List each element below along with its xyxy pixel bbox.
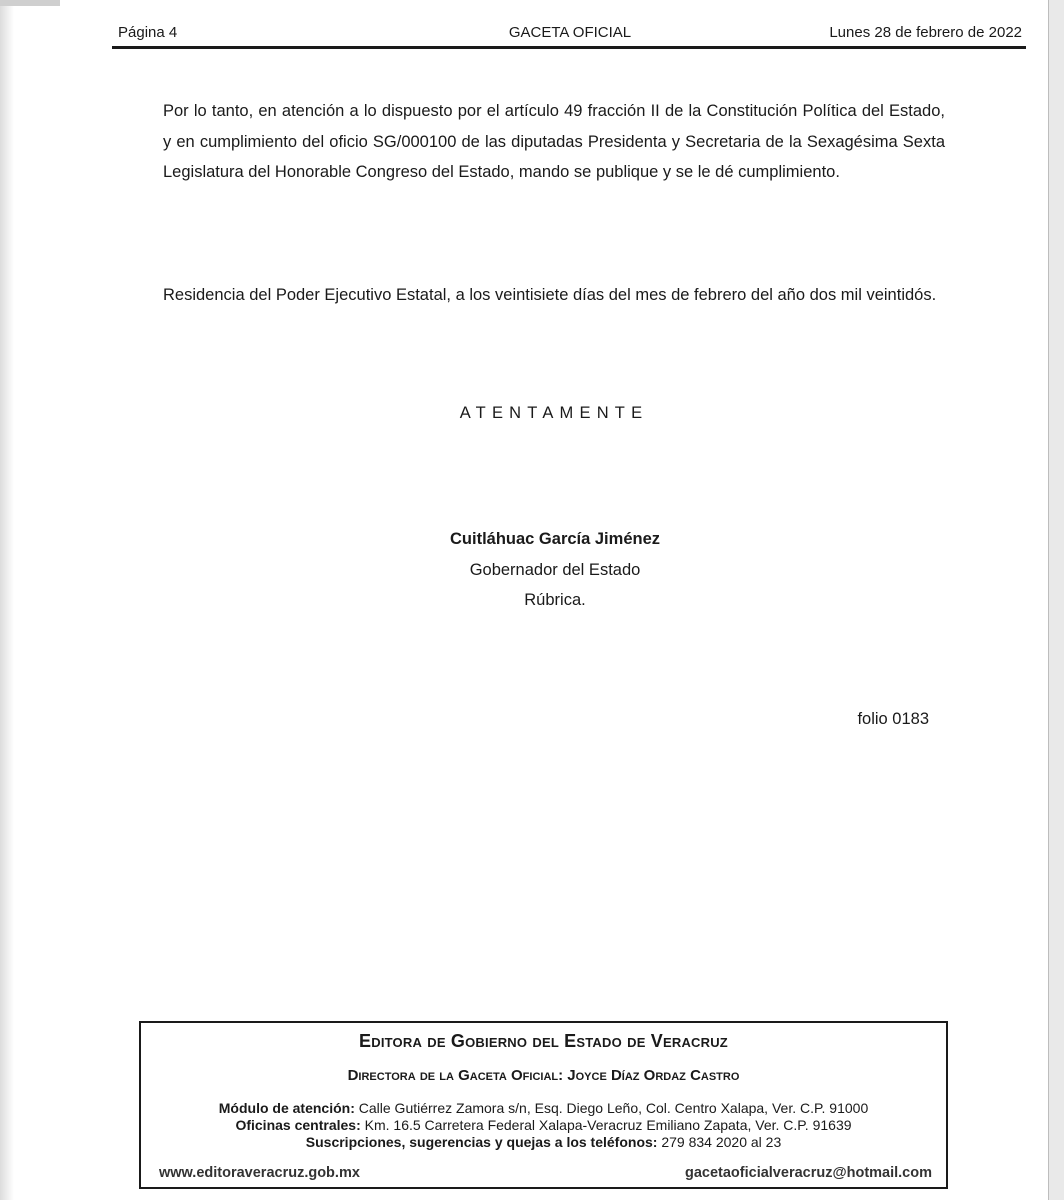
- closing-salutation: ATENTAMENTE: [459, 404, 649, 422]
- signatory-name: Cuitláhuac García Jiménez: [450, 530, 660, 548]
- header-divider: [112, 46, 1026, 49]
- oficinas-label: Oficinas centrales:: [235, 1117, 361, 1133]
- signature-block: [340, 524, 770, 616]
- oficinas-address: Km. 16.5 Carretera Federal Xalapa-Veracruz Emiliano Zapata, Ver. C.P. 91639: [364, 1117, 852, 1133]
- footer-director: Directora de la Gaceta Oficial: Joyce Díaz Ordaz Castro: [347, 1067, 740, 1084]
- publication-date: Lunes 28 de febrero de 2022: [829, 24, 1022, 41]
- footer-website-link[interactable]: www.editoraveracruz.gob.mx: [159, 1165, 360, 1181]
- suscripciones-label: Suscripciones, sugerencias y quejas a los teléfonos:: [305, 1134, 658, 1150]
- footer-oficinas: [141, 1117, 946, 1133]
- modulo-label: Módulo de atención:: [218, 1100, 355, 1116]
- page-number: Página 4: [118, 24, 178, 41]
- signature-note: Rúbrica.: [524, 591, 586, 609]
- footer-email-link[interactable]: gacetaoficialveracruz@hotmail.com: [684, 1165, 932, 1181]
- footer-suscripciones: [141, 1134, 946, 1150]
- footer-modulo: [141, 1100, 946, 1116]
- page-edge-shadow: [0, 0, 14, 1200]
- signatory-title: Gobernador del Estado: [469, 560, 641, 579]
- page-top-mark: [0, 0, 60, 6]
- modulo-address: Calle Gutiérrez Zamora s/n, Esq. Diego Leño, Col. Centro Xalapa, Ver. C.P. 91000: [358, 1100, 869, 1116]
- footer-box: [139, 1021, 948, 1189]
- footer-title: Editora de Gobierno del Estado de Veracruz: [359, 1031, 728, 1051]
- body-paragraph-2: Residencia del Poder Ejecutivo Estatal, a los veintisiete días del mes de febrero del año dos mil veintidós.: [163, 286, 937, 304]
- body-paragraph-1: Por lo tanto, en atención a lo dispuesto por el artículo 49 fracción II de la Constitución Política del Estado, y en cumplimiento del oficio SG/000100 de las diputadas Presidenta y Secretaria de la Sexagésima Sexta Legislatura del Honorable Congreso del Estado, mando se publique y se le dé cumplimiento.: [163, 102, 945, 181]
- publication-name: GACETA OFICIAL: [508, 24, 632, 41]
- folio-number: folio 0183: [857, 710, 929, 728]
- page-header: [118, 24, 1022, 46]
- suscripciones-phone: 279 834 2020 al 23: [661, 1134, 782, 1150]
